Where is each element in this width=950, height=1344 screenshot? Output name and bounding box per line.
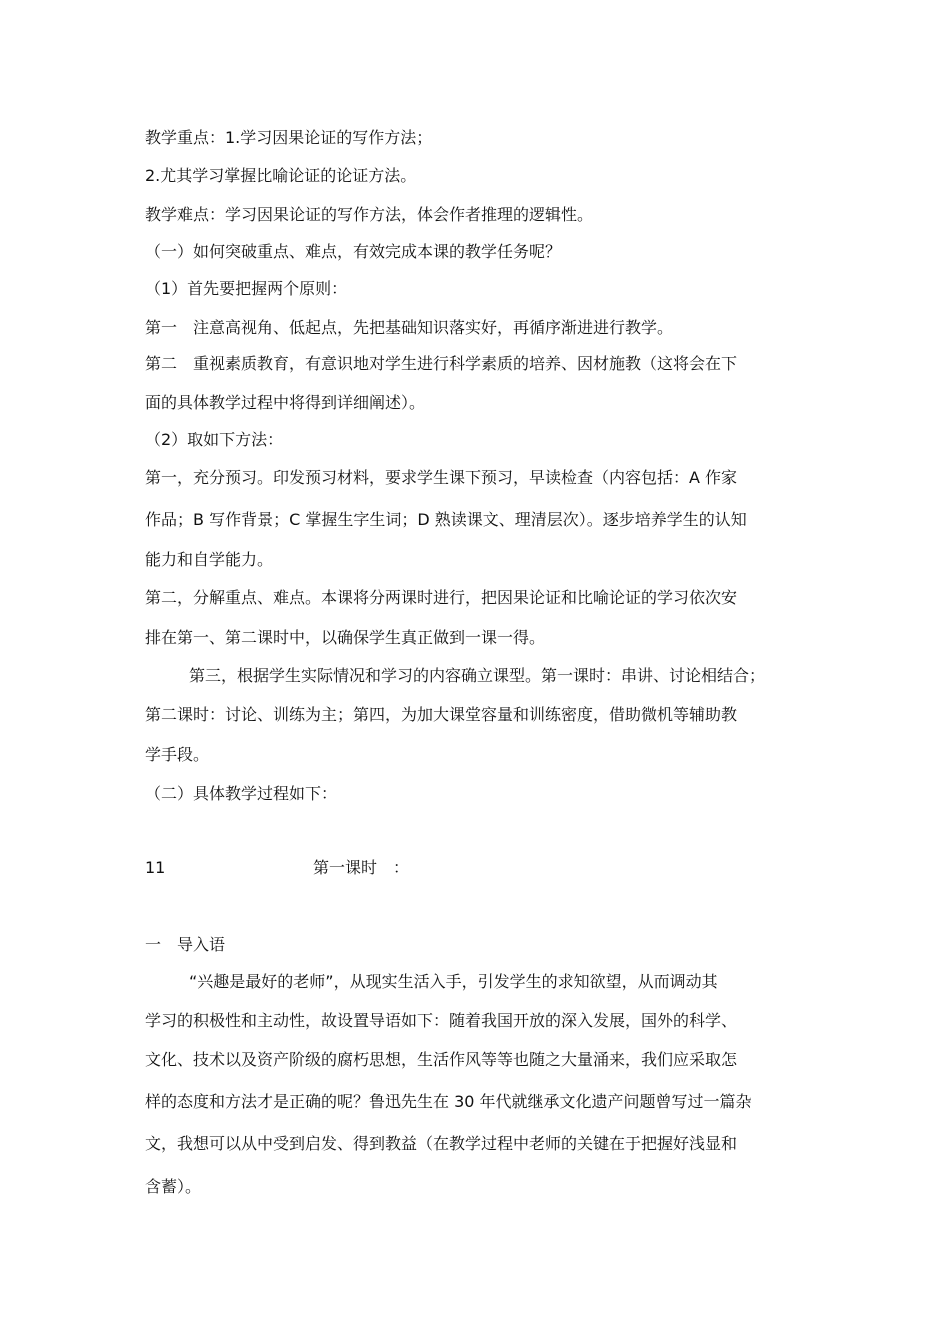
text-line: 教学重点：1.学习因果论证的写作方法； (145, 128, 433, 147)
text-line: 学手段。 (145, 745, 210, 764)
text-line: 第二课时：讨论、训练为主；第四，为加大课堂容量和训练密度，借助微机等辅助教 (145, 705, 738, 724)
text-line: 教学难点：学习因果论证的写作方法，体会作者推理的逻辑性。 (145, 205, 594, 224)
text-line: 含蓄）。 (145, 1177, 202, 1196)
text-line: 第一 注意高视角、低起点，先把基础知识落实好，再循序渐进进行教学。 (145, 318, 674, 337)
section-number: 11 (145, 858, 166, 877)
text-line: 文化、技术以及资产阶级的腐朽思想，生活作风等等也随之大量涌来，我们应采取怎 (145, 1050, 738, 1069)
text-line: 第三，根据学生实际情况和学习的内容确立课型。第一课时：串讲、讨论相结合； (189, 666, 766, 685)
text-line: （二）具体教学过程如下： (145, 784, 338, 803)
text-line: （2）取如下方法： (145, 430, 284, 449)
text-line: 2.尤其学习掌握比喻论证的论证方法。 (145, 166, 417, 185)
text-line: 学习的积极性和主动性，故设置导语如下：随着我国开放的深入发展，国外的科学、 (145, 1011, 738, 1030)
intro-heading: 一 导入语 (145, 935, 226, 954)
text-line: 第一，充分预习。印发预习材料，要求学生课下预习，早读检查（内容包括：A 作家 (145, 468, 738, 487)
text-line: 能力和自学能力。 (145, 550, 274, 569)
text-line: （1）首先要把握两个原则： (145, 279, 348, 298)
section-title: 第一课时 ： (313, 858, 410, 877)
text-line: 排在第一、第二课时中，以确保学生真正做到一课一得。 (145, 628, 546, 647)
text-line: 作品；B 写作背景；C 掌握生字生词；D 熟读课文、理清层次）。逐步培养学生的认知 (145, 510, 747, 529)
text-line: 第二 重视素质教育，有意识地对学生进行科学素质的培养、因材施教（这将会在下 (145, 354, 738, 373)
text-line: 样的态度和方法才是正确的呢？鲁迅先生在 30 年代就继承文化遗产问题曾写过一篇杂 (145, 1092, 752, 1111)
text-line: 文，我想可以从中受到启发、得到教益（在教学过程中老师的关键在于把握好浅显和 (145, 1134, 738, 1153)
text-line: 面的具体教学过程中将得到详细阐述）。 (145, 393, 426, 412)
text-line: （一）如何突破重点、难点，有效完成本课的教学任务呢？ (145, 242, 562, 261)
text-line: 第二，分解重点、难点。本课将分两课时进行，把因果论证和比喻论证的学习依次安 (145, 588, 738, 607)
text-line: “兴趣是最好的老师”，从现实生活入手，引发学生的求知欲望，从而调动其 (189, 972, 718, 991)
